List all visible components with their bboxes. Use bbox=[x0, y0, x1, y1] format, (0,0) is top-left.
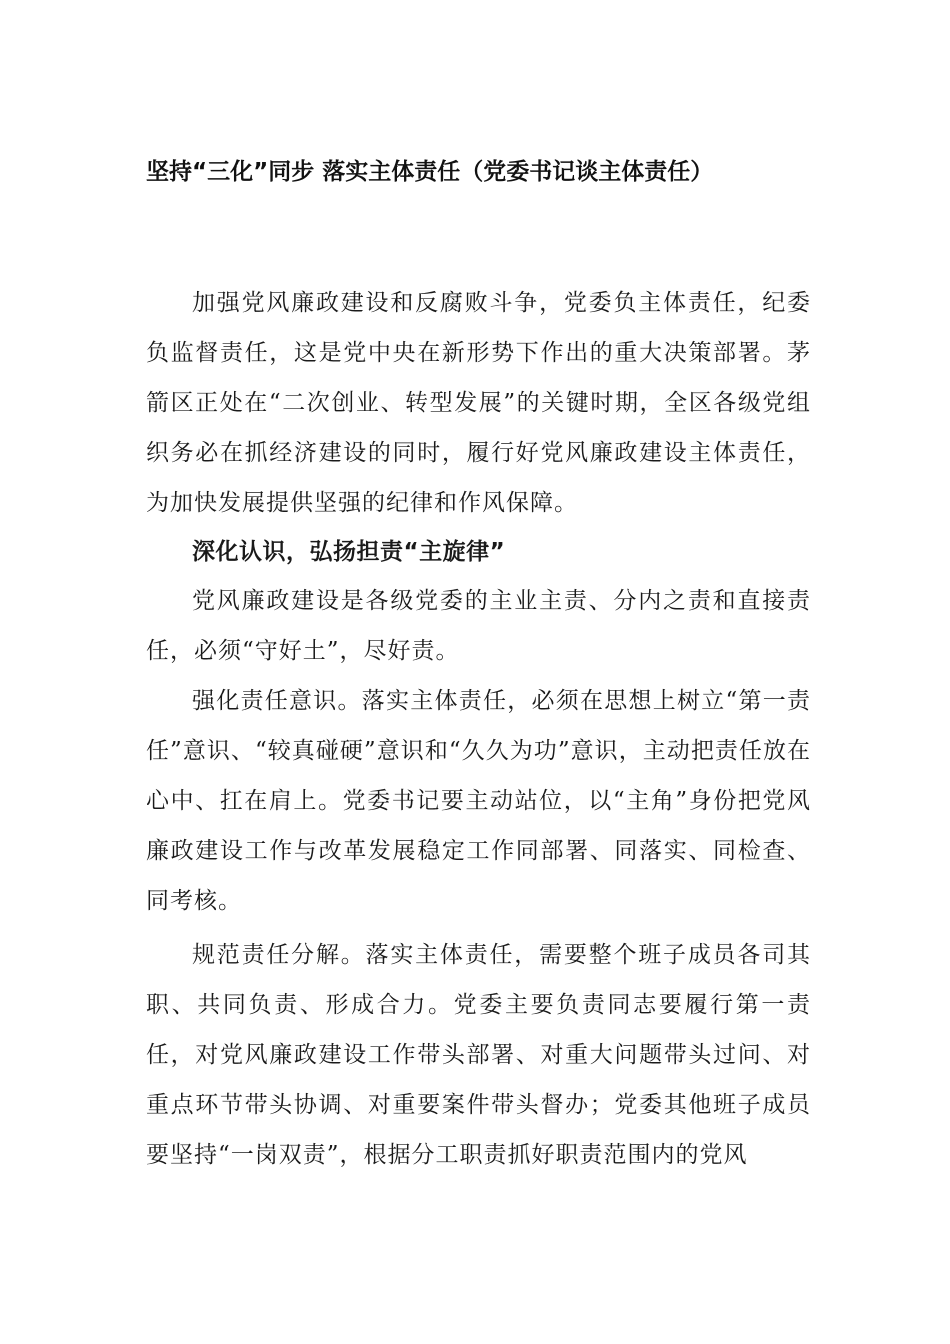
body-paragraph: 党风廉政建设是各级党委的主业主责、分内之责和直接责任，必须“守好土”，尽好责。 bbox=[146, 588, 811, 664]
document-body bbox=[146, 278, 811, 1180]
body-paragraph: 规范责任分解。落实主体责任，需要整个班子成员各司其职、共同负责、形成合力。党委主要负责同志要履行第一责任，对党风廉政建设工作带头部署、对重大问题带头过问、对重点环节带头协调、对重要案件带头督办；党委其他班子成员要坚持“一岗双责”，根据分工职责抓好职责范围内的党风 bbox=[146, 942, 811, 1168]
section-heading: 深化认识，弘扬担责“主旋律” bbox=[192, 539, 506, 565]
body-paragraph: 加强党风廉政建设和反腐败斗争，党委负主体责任，纪委负监督责任，这是党中央在新形势下作出的重大决策部署。茅箭区正处在“二次创业、转型发展”的关键时期，全区各级党组织务必在抓经济建设的同时，履行好党风廉政建设主体责任，为加快发展提供坚强的纪律和作风保障。 bbox=[146, 290, 811, 516]
body-paragraph: 强化责任意识。落实主体责任，必须在思想上树立“第一责任”意识、“较真碰硬”意识和“久久为功”意识，主动把责任放在心中、扛在肩上。党委书记要主动站位，以“主角”身份把党风廉政建设工作与改革发展稳定工作同部署、同落实、同检查、同考核。 bbox=[146, 688, 811, 914]
document-title: 坚持“三化”同步 落实主体责任（党委书记谈主体责任） bbox=[146, 159, 714, 185]
